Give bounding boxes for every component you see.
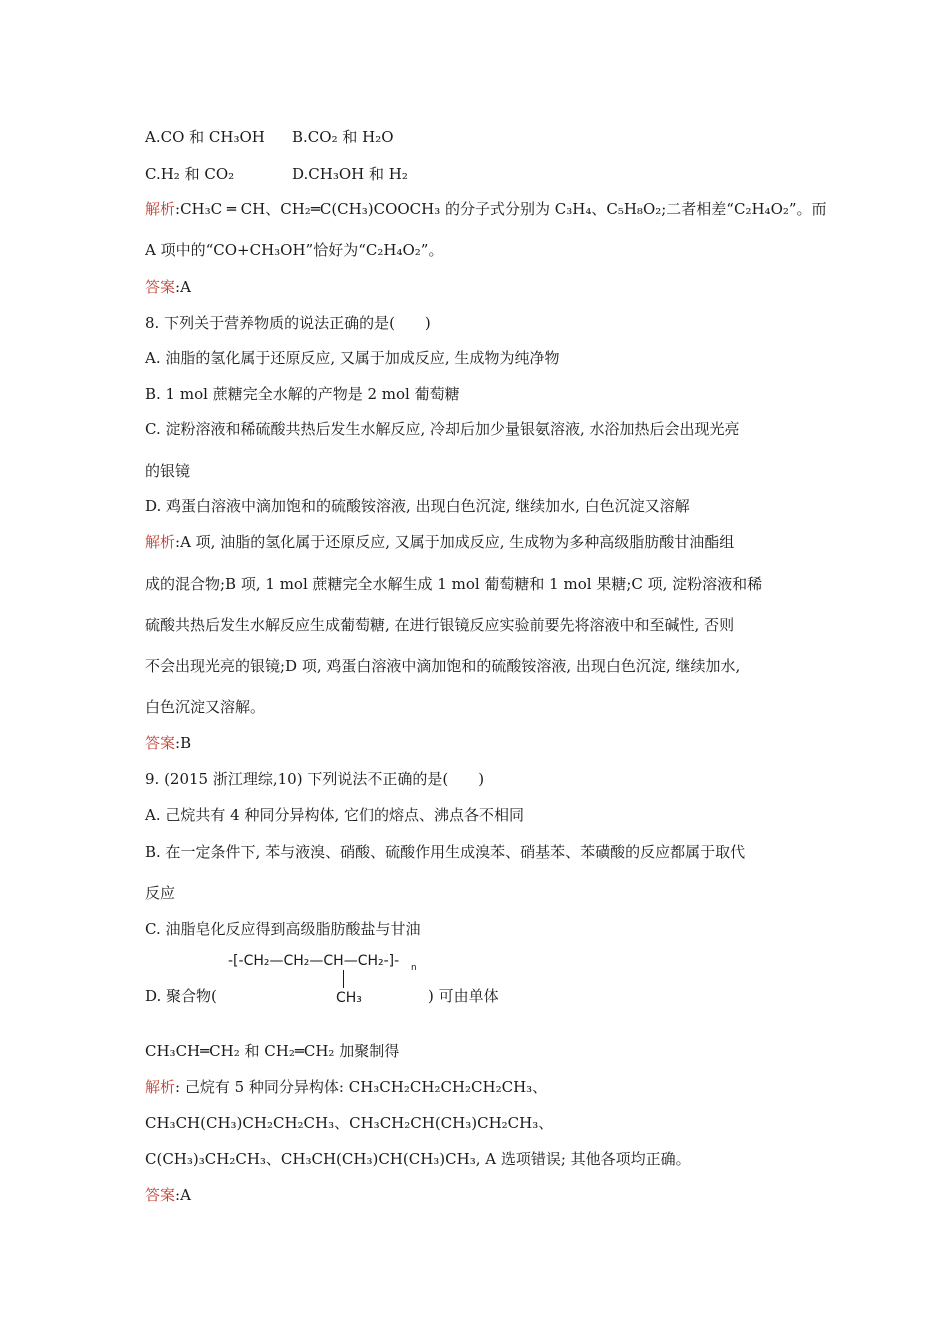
answer-label: 答案 (145, 1186, 176, 1204)
q8-analysis-line-3: 硫酸共热后发生水解反应生成葡萄糖, 在进行银镜反应实验前要先将溶液中和至碱性, 否则 (145, 616, 735, 634)
analysis-label: 解析 (145, 533, 176, 551)
analysis-text: : 己烷有 5 种同分异构体: CH₃CH₂CH₂CH₂CH₂CH₃、 (175, 1078, 548, 1096)
q9-option-c: C. 油脂皂化反应得到高级脂肪酸盐与甘油 (145, 920, 421, 938)
polymer-subscript-n: n (411, 963, 417, 973)
q7-analysis-line-2: A 项中的“CO+CH₃OH”恰好为“C₂H₄O₂”。 (145, 241, 444, 259)
polymer-branch-methyl: CH₃ (336, 990, 362, 1006)
q9-stem: 9. (2015 浙江理综,10) 下列说法不正确的是( ) (145, 770, 485, 788)
q9-option-a: A. 己烷共有 4 种同分异构体, 它们的熔点、沸点各不相同 (145, 806, 524, 824)
answer-value: :B (175, 734, 192, 752)
answer-value: :A (175, 1186, 191, 1204)
q9-option-d-line-2: CH₃CH═CH₂ 和 CH₂═CH₂ 加聚制得 (145, 1042, 400, 1060)
q8-option-b: B. 1 mol 蔗糖完全水解的产物是 2 mol 葡萄糖 (145, 385, 460, 403)
q8-analysis-line-5: 白色沉淀又溶解。 (145, 698, 266, 716)
q7-analysis-line-1 (145, 199, 827, 219)
q8-analysis-line-2: 成的混合物;B 项, 1 mol 蔗糖完全水解生成 1 mol 葡萄糖和 1 mol 果糖;C 项, 淀粉溶液和稀 (145, 575, 763, 593)
answer-value: :A (175, 278, 191, 296)
q9-option-b-line-1: B. 在一定条件下, 苯与液溴、硝酸、硫酸作用生成溴苯、硝基苯、苯磺酸的反应都属于取代 (145, 843, 746, 861)
q7-answer (145, 277, 191, 297)
q8-option-c-line-2: 的银镜 (145, 462, 191, 480)
answer-label: 答案 (145, 278, 176, 296)
q8-analysis-line-1 (145, 532, 734, 552)
q8-answer (145, 733, 191, 753)
polymer-branch-bond (343, 970, 344, 988)
analysis-text: :CH₃C ═ CH、CH₂═C(CH₃)COOCH₃ 的分子式分别为 C₃H₄、C₅H₈O₂;二者相差“C₂H₄O₂”。而 (175, 200, 827, 218)
q8-option-c-line-1: C. 淀粉溶液和稀硫酸共热后发生水解反应, 冷却后加少量银氨溶液, 水浴加热后会出现光亮 (145, 420, 740, 438)
q9-option-d-prefix: D. 聚合物( (145, 987, 217, 1005)
q7-option-a: A.CO 和 CH₃OH (145, 128, 265, 146)
q9-analysis-line-3: C(CH₃)₃CH₂CH₃、CH₃CH(CH₃)CH(CH₃)CH₃, A 选项错误; 其他各项均正确。 (145, 1150, 691, 1168)
q9-answer (145, 1185, 191, 1205)
q9-option-b-line-2: 反应 (145, 884, 176, 902)
analysis-label: 解析 (145, 200, 176, 218)
q9-analysis-line-2: CH₃CH(CH₃)CH₂CH₂CH₃、CH₃CH₂CH(CH₃)CH₂CH₃、 (145, 1114, 554, 1132)
answer-label: 答案 (145, 734, 176, 752)
q8-analysis-line-4: 不会出现光亮的银镜;D 项, 鸡蛋白溶液中滴加饱和的硫酸铵溶液, 出现白色沉淀, 继续加水, (145, 657, 741, 675)
analysis-text: :A 项, 油脂的氢化属于还原反应, 又属于加成反应, 生成物为多种高级脂肪酸甘油酯组 (175, 533, 735, 551)
q8-option-d: D. 鸡蛋白溶液中滴加饱和的硫酸铵溶液, 出现白色沉淀, 继续加水, 白色沉淀又溶解 (145, 497, 690, 515)
analysis-label: 解析 (145, 1078, 176, 1096)
q7-option-c: C.H₂ 和 CO₂ (145, 165, 235, 183)
q8-option-a: A. 油脂的氢化属于还原反应, 又属于加成反应, 生成物为纯净物 (145, 349, 560, 367)
q7-option-b: B.CO₂ 和 H₂O (292, 128, 394, 146)
q9-analysis-line-1 (145, 1077, 547, 1097)
q9-option-d-suffix: ) 可由单体 (428, 987, 499, 1005)
q7-option-d: D.CH₃OH 和 H₂ (292, 165, 408, 183)
polymer-chain: -[-CH₂—CH₂—CH—CH₂-]- (228, 953, 400, 969)
q8-stem: 8. 下列关于营养物质的说法正确的是( ) (145, 314, 431, 332)
